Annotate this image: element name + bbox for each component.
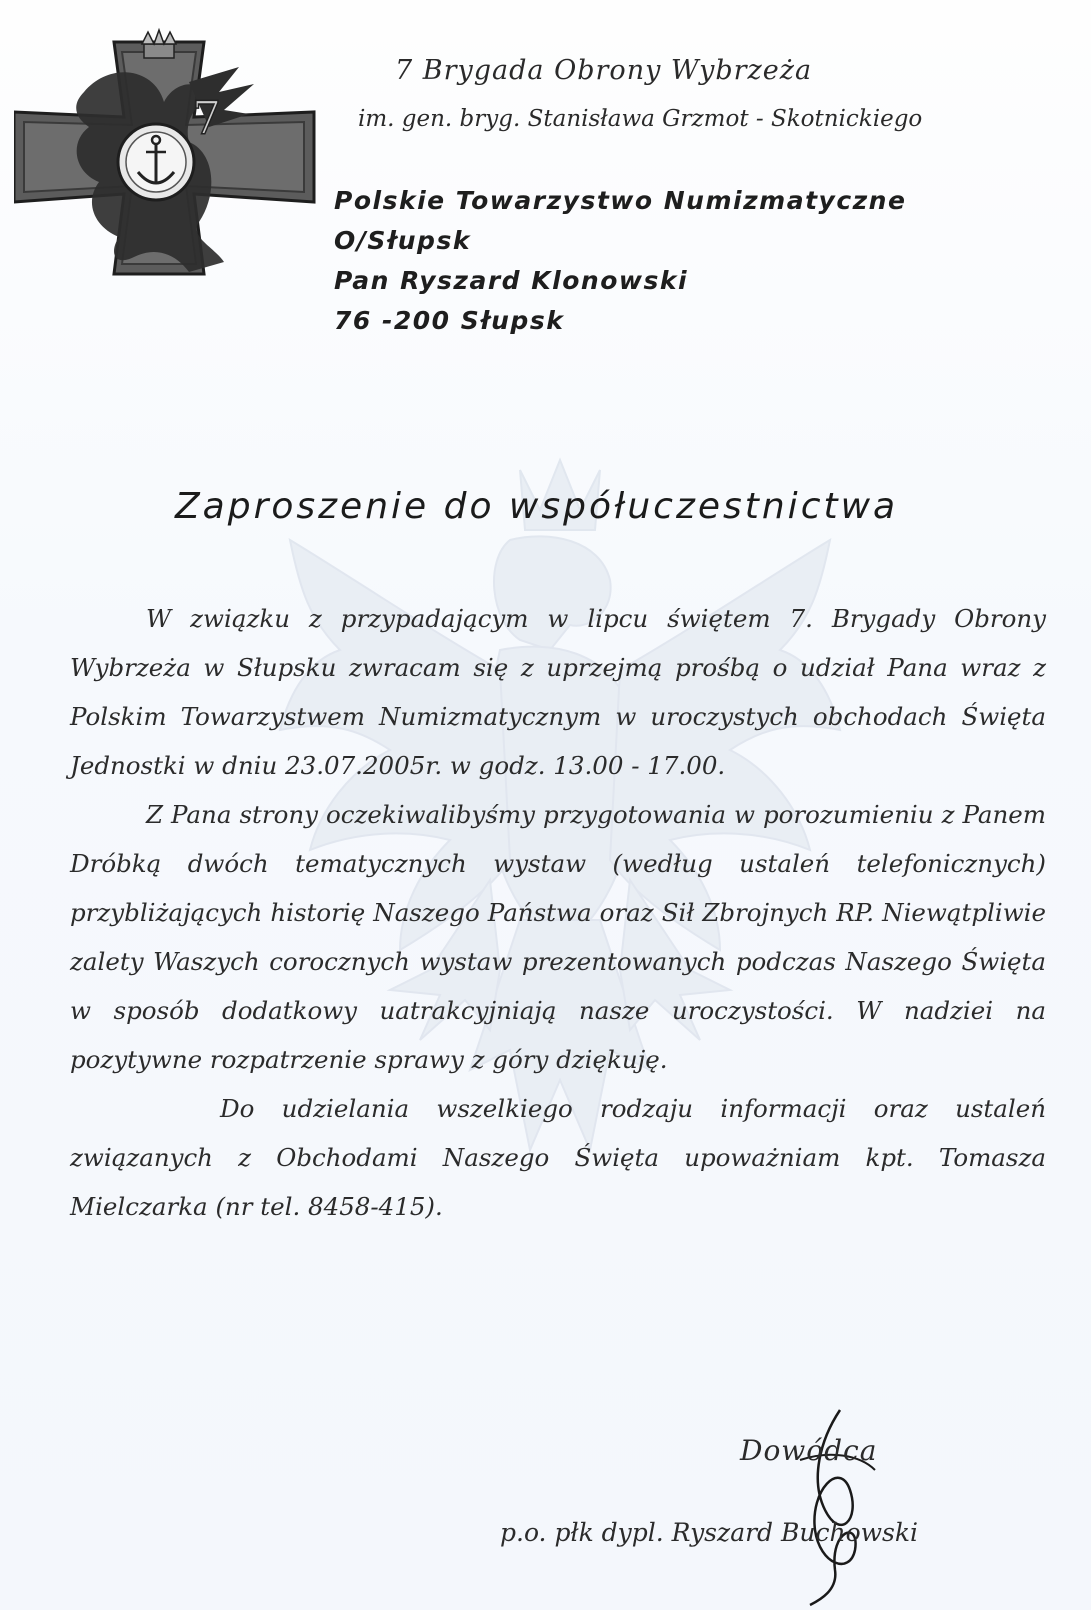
unit-name: 7 Brygada Obrony Wybrzeża [395,55,813,86]
body-paragraph-3: Do udzielania wszelkiego rodzaju informacji oraz ustaleń związanych z Obchodami Naszego Święta upoważniam kpt. Tomasza Mielczarka (nr tel. 8458-415). [70,1094,1046,1221]
signature-block [500,1420,1060,1610]
brigade-emblem-icon [14,22,334,292]
body-paragraph-2: Z Pana strony oczekiwalibyśmy przygotowania w porozumieniu z Panem Dróbką dwóch tematycznych wystaw (według ustaleń telefonicznych) przybliżających historię Naszego Państwa oraz Sił Zbrojnych RP. Niewątpliwie zalety Waszych corocznych wystaw prezentowanych podczas Naszego Święta w sposób dodatkowy uatrakcyjniają nasze uroczystości. W nadziei na pozytywne rozpatrzenie sprawy z góry dziękuję. [70,800,1046,1074]
recipient-branch: O/Słupsk [334,226,471,255]
recipient-name: Pan Ryszard Klonowski [334,266,689,295]
unit-patron: im. gen. bryg. Stanisława Grzmot - Skotnickiego [358,106,923,132]
recipient-organization: Polskie Towarzystwo Numizmatyczne [334,186,907,215]
body-paragraph-1: W związku z przypadającym w lipcu świętem 7. Brygady Obrony Wybrzeża w Słupsku zwracam się z uprzejmą prośbą o udział Pana wraz z Polskim Towarzystwem Numizmatycznym w uroczystych obchodach Święta Jednostki w dniu 23.07.2005r. w godz. 13.00 - 17.00. [70,604,1046,780]
handwritten-signature-icon [780,1400,890,1610]
signatory-role: Dowódca [740,1434,878,1467]
letter-body [70,594,1046,1231]
signatory-name: p.o. płk dypl. Ryszard Buchowski [500,1518,918,1547]
svg-text:7: 7 [192,91,222,145]
letter-title: Zaproszenie do współuczestnictwa [175,486,899,527]
recipient-postal-address: 76 -200 Słupsk [334,306,565,335]
